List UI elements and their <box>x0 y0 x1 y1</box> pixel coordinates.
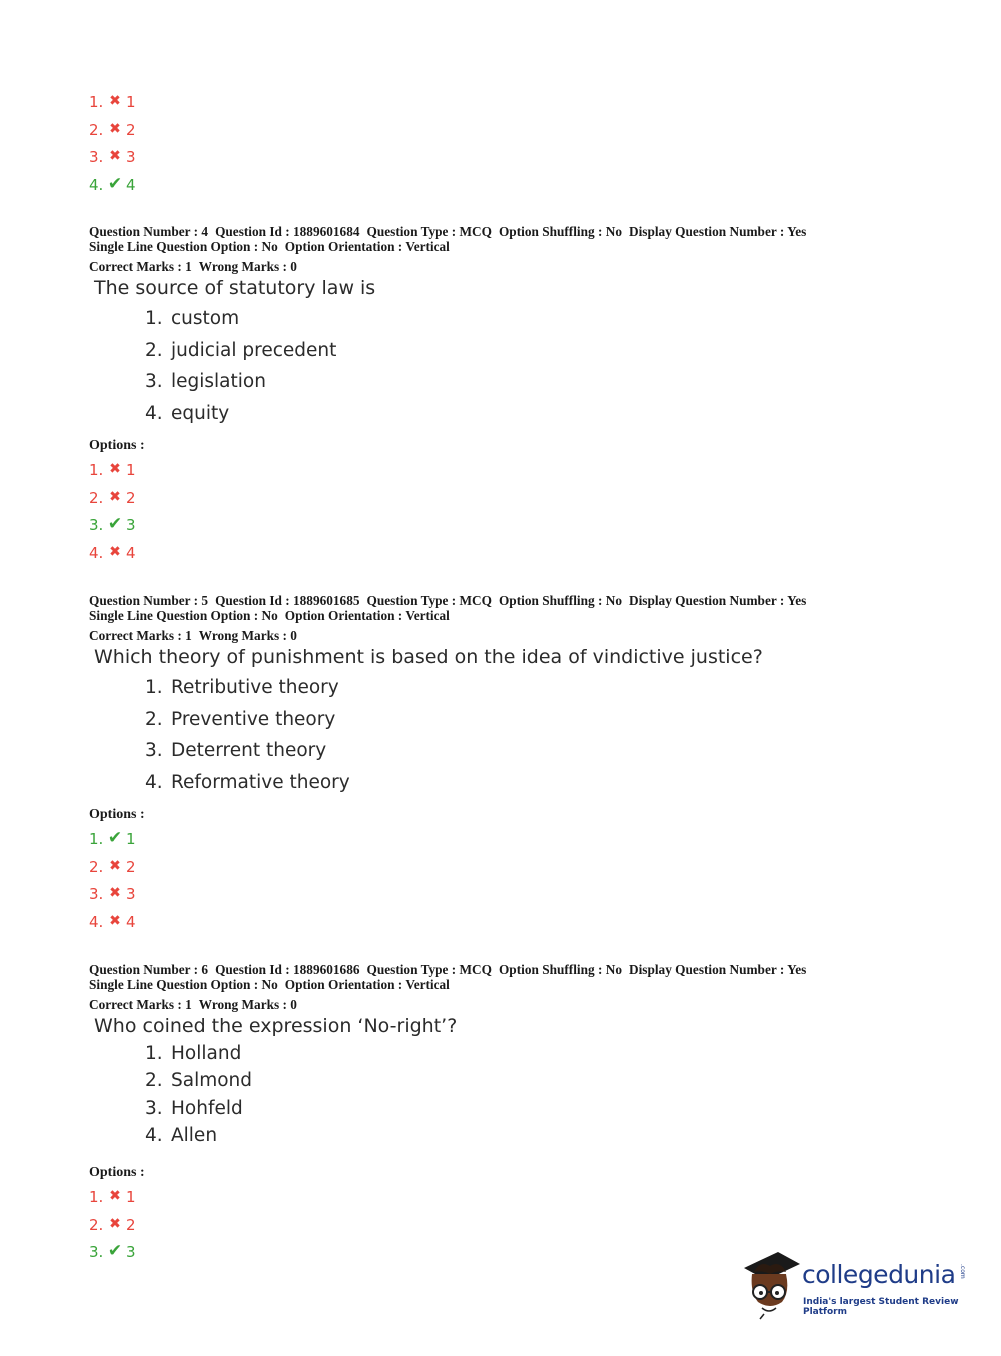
choice-number: 2. <box>145 339 163 361</box>
question-type: Question Type : MCQ <box>366 224 492 239</box>
question-text: The source of statutory law is <box>94 277 376 299</box>
choice-text: legislation <box>171 371 266 392</box>
choice-text: Preventive theory <box>171 708 336 730</box>
option-label: 2 <box>126 120 136 139</box>
choice-text: equity <box>171 402 230 424</box>
answer-option <box>89 853 136 881</box>
meta-line-2 <box>89 608 813 623</box>
choice-number: 2. <box>145 1070 163 1092</box>
choice-number: 1. <box>145 308 163 329</box>
collegedunia-logo[interactable] <box>740 1248 970 1320</box>
choice-number: 4. <box>145 771 163 793</box>
choice-text: Holland <box>171 1043 242 1064</box>
option-number: 1. <box>89 830 104 848</box>
question-meta <box>89 224 813 274</box>
choice-text: Allen <box>171 1124 218 1146</box>
option-label: 1 <box>126 461 136 479</box>
choice-item <box>145 340 336 372</box>
choice-number: 1. <box>145 677 163 698</box>
answer-options-list <box>89 456 136 566</box>
option-label: 4 <box>126 175 136 194</box>
option-number: 4. <box>89 175 104 194</box>
cross-icon: ✖ <box>109 488 121 505</box>
answer-options-list <box>89 825 136 935</box>
option-label: 4 <box>126 543 136 562</box>
option-number: 4. <box>89 543 104 562</box>
answer-option <box>89 484 136 512</box>
option-label: 1 <box>126 93 136 111</box>
choice-number: 4. <box>145 402 163 424</box>
option-shuffling: Option Shuffling : No <box>498 962 622 977</box>
correct-marks: Correct Marks : 1 <box>89 628 192 643</box>
choice-number: 3. <box>145 740 163 761</box>
meta-line-2 <box>89 977 813 992</box>
answer-option <box>89 880 136 908</box>
choice-text: Salmond <box>171 1070 253 1092</box>
choice-text: judicial precedent <box>171 339 337 361</box>
option-number: 3. <box>89 885 104 903</box>
check-icon: ✔ <box>107 1241 123 1261</box>
question-text: Which theory of punishment is based on the idea of vindictive justice? <box>94 646 763 668</box>
option-number: 4. <box>89 912 104 931</box>
single-line-option: Single Line Question Option : No <box>89 977 278 992</box>
answer-option <box>89 539 136 567</box>
question-id: Question Id : 1889601685 <box>215 593 360 608</box>
option-shuffling: Option Shuffling : No <box>498 224 622 239</box>
options-label: Options : <box>89 1165 145 1180</box>
option-label: 2 <box>126 857 136 876</box>
choice-item <box>145 371 336 403</box>
option-orientation: Option Orientation : Vertical <box>284 239 450 254</box>
choice-list <box>145 1043 252 1152</box>
option-label: 1 <box>126 830 136 848</box>
mascot-icon <box>740 1248 802 1320</box>
choice-text: Hohfeld <box>171 1097 243 1119</box>
cross-icon: ✖ <box>109 148 121 164</box>
option-label: 3 <box>126 1243 136 1261</box>
option-label: 3 <box>126 148 136 166</box>
single-line-option: Single Line Question Option : No <box>89 239 278 254</box>
option-label: 3 <box>126 516 136 534</box>
choice-number: 1. <box>145 1043 163 1064</box>
meta-line-2 <box>89 239 813 254</box>
logo-wordmark: collegedunia <box>802 1260 956 1289</box>
options-label: Options : <box>89 438 145 453</box>
option-number: 1. <box>89 93 104 111</box>
choice-number: 4. <box>145 1124 163 1146</box>
option-number: 3. <box>89 148 104 166</box>
question-type: Question Type : MCQ <box>366 962 492 977</box>
option-number: 2. <box>89 857 104 876</box>
option-number: 1. <box>89 461 104 479</box>
choice-item <box>145 1070 252 1097</box>
answer-option <box>89 908 136 936</box>
cross-icon: ✖ <box>109 93 121 109</box>
option-number: 2. <box>89 120 104 139</box>
display-question-number: Display Question Number : Yes <box>629 962 807 977</box>
check-icon: ✔ <box>107 828 123 848</box>
answer-option <box>89 1183 136 1211</box>
option-number: 2. <box>89 1215 104 1234</box>
choice-list <box>145 308 336 434</box>
choice-list <box>145 677 350 803</box>
cross-icon: ✖ <box>109 120 121 137</box>
question-number: Question Number : 5 <box>89 593 209 608</box>
single-line-option: Single Line Question Option : No <box>89 608 278 623</box>
display-question-number: Display Question Number : Yes <box>629 224 807 239</box>
question-number: Question Number : 4 <box>89 224 209 239</box>
answer-option <box>89 456 136 484</box>
choice-item <box>145 308 336 340</box>
option-number: 2. <box>89 488 104 507</box>
meta-line-1 <box>89 962 813 977</box>
cross-icon: ✖ <box>109 461 121 477</box>
question-type: Question Type : MCQ <box>366 593 492 608</box>
choice-item <box>145 772 350 804</box>
option-label: 3 <box>126 885 136 903</box>
choice-number: 3. <box>145 371 163 392</box>
cross-icon: ✖ <box>109 1188 121 1204</box>
choice-text: custom <box>171 308 240 329</box>
top-options-list <box>89 88 136 198</box>
option-shuffling: Option Shuffling : No <box>498 593 622 608</box>
answer-option <box>89 143 136 171</box>
choice-number: 2. <box>145 708 163 730</box>
choice-item <box>145 1043 252 1070</box>
option-number: 1. <box>89 1188 104 1206</box>
choice-item <box>145 740 350 772</box>
wrong-marks: Wrong Marks : 0 <box>198 997 297 1012</box>
answer-options-list <box>89 1183 136 1266</box>
answer-option <box>89 1211 136 1239</box>
marks-line <box>89 628 813 643</box>
option-label: 1 <box>126 1188 136 1206</box>
cross-icon: ✖ <box>109 543 121 560</box>
correct-marks: Correct Marks : 1 <box>89 259 192 274</box>
question-number: Question Number : 6 <box>89 962 209 977</box>
answer-option <box>89 1238 136 1266</box>
marks-line <box>89 259 813 274</box>
cross-icon: ✖ <box>109 1215 121 1232</box>
check-icon: ✔ <box>107 173 123 194</box>
option-label: 2 <box>126 1215 136 1234</box>
answer-option <box>89 511 136 539</box>
option-number: 3. <box>89 1243 104 1261</box>
question-id: Question Id : 1889601684 <box>215 224 360 239</box>
question-id: Question Id : 1889601686 <box>215 962 360 977</box>
option-orientation: Option Orientation : Vertical <box>284 608 450 623</box>
choice-number: 3. <box>145 1097 163 1119</box>
choice-item <box>145 677 350 709</box>
option-orientation: Option Orientation : Vertical <box>284 977 450 992</box>
wrong-marks: Wrong Marks : 0 <box>198 259 297 274</box>
choice-item <box>145 1125 252 1152</box>
check-icon: ✔ <box>107 514 123 534</box>
answer-option <box>89 116 136 144</box>
choice-text: Deterrent theory <box>171 740 327 761</box>
meta-line-1 <box>89 593 813 608</box>
question-meta <box>89 593 813 643</box>
choice-text: Retributive theory <box>171 677 339 698</box>
cross-icon: ✖ <box>109 857 121 874</box>
option-label: 2 <box>126 488 136 507</box>
option-number: 3. <box>89 516 104 534</box>
meta-line-1 <box>89 224 813 239</box>
answer-option <box>89 825 136 853</box>
marks-line <box>89 997 813 1012</box>
cross-icon: ✖ <box>109 885 121 901</box>
option-label: 4 <box>126 912 136 931</box>
logo-suffix: .com <box>959 1264 966 1279</box>
choice-text: Reformative theory <box>171 771 350 793</box>
choice-item <box>145 1098 252 1125</box>
choice-item <box>145 709 350 741</box>
question-text: Who coined the expression ‘No-right’? <box>94 1015 458 1037</box>
wrong-marks: Wrong Marks : 0 <box>198 628 297 643</box>
correct-marks: Correct Marks : 1 <box>89 997 192 1012</box>
answer-option <box>89 171 136 199</box>
options-label: Options : <box>89 807 145 822</box>
cross-icon: ✖ <box>109 912 121 929</box>
answer-option <box>89 88 136 116</box>
display-question-number: Display Question Number : Yes <box>629 593 807 608</box>
logo-tagline: India's largest Student Review Platform <box>803 1297 959 1317</box>
question-meta <box>89 962 813 1012</box>
choice-item <box>145 403 336 435</box>
